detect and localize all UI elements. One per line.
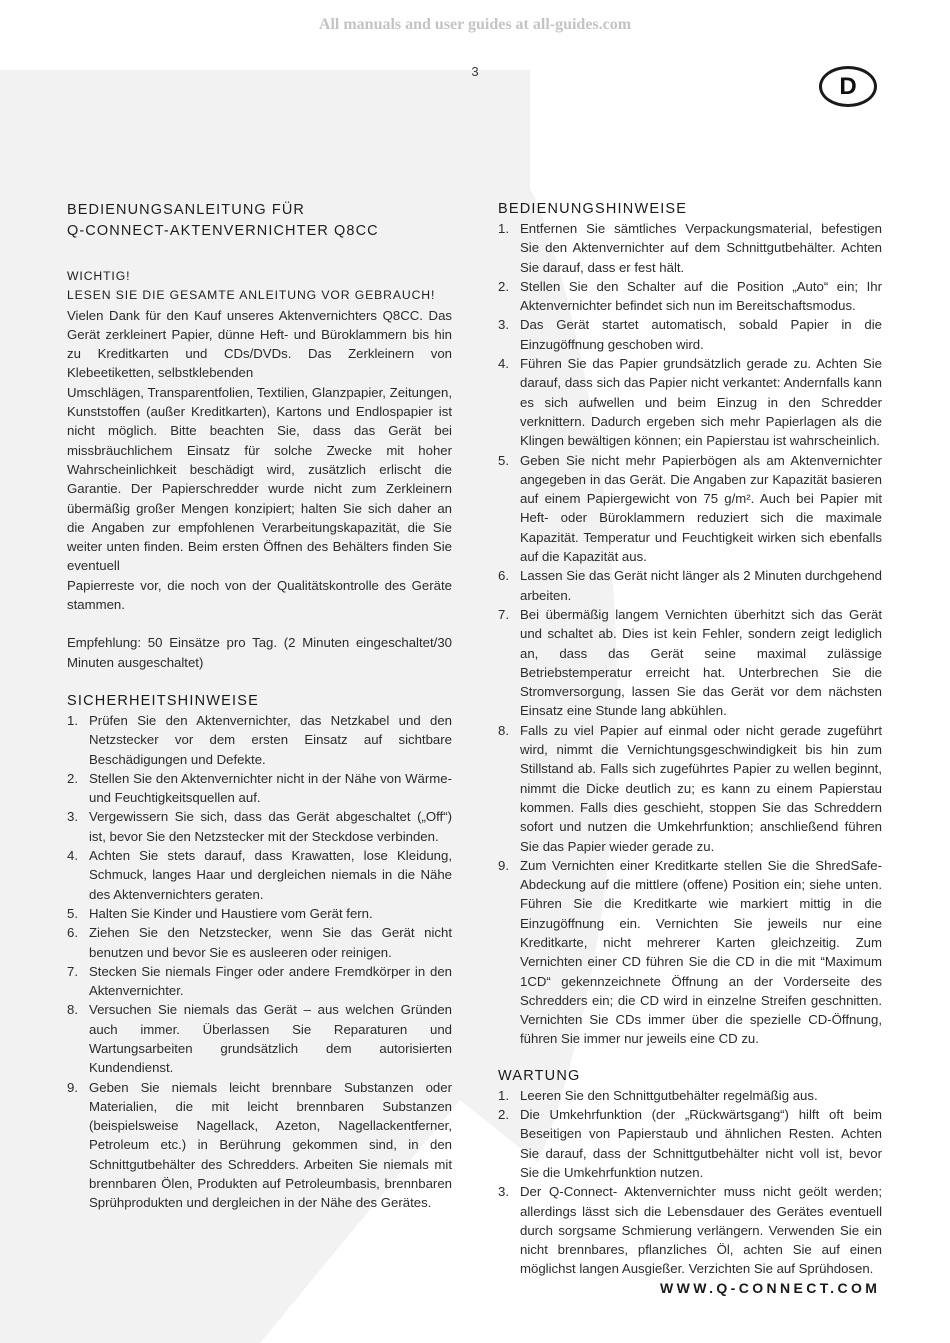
safety-list [67,711,452,1213]
maintenance-list [498,1086,882,1279]
list-item-number: 7. [498,606,509,622]
list-item-number: 2. [498,1107,509,1123]
list-item-number: 7. [67,963,78,979]
list-item [498,856,882,1049]
list-item-number: 3. [498,1184,509,1200]
list-item-text: Halten Sie Kinder und Haustiere vom Gerät fern. [89,905,373,921]
list-item [67,711,452,769]
list-item-number: 1. [67,712,78,728]
read-notice: LESEN SIE DIE GESAMTE ANLEITUNG VOR GEBRAUCH! [67,288,436,303]
list-item-number: 3. [67,809,78,825]
language-badge: D [819,66,877,107]
list-item [67,904,452,923]
usage-list [498,219,882,1049]
list-item [498,605,882,721]
intro-part-1: Vielen Dank für den Kauf unseres Aktenvernichters Q8CC. Das Gerät zerkleinert Papier, dünne Heft- und Büroklammern bis hin zu Kreditkarten und CDs/DVDs. Das Zerkleinern von Klebeetiketten, selbstklebenden [67,307,452,381]
list-item-number: 4. [67,848,78,864]
left-column [67,200,452,1213]
list-item-number: 9. [67,1079,78,1095]
list-item-text: Entfernen Sie sämtliches Verpackungsmaterial, befestigen Sie den Aktenvernichter auf dem Schnittgutbehälter. Achten Sie darauf, dass er fest hält. [520,221,882,275]
list-item [67,846,452,904]
list-item-text: Das Gerät startet automatisch, sobald Papier in die Einzugöffnung geschoben wird. [520,317,882,352]
list-item-text: Lassen Sie das Gerät nicht länger als 2 Minuten durchgehend arbeiten. [520,568,882,603]
list-item [67,962,452,1001]
list-item-number: 1. [498,1087,509,1103]
list-item-text: Stellen Sie den Schalter auf die Position „Auto“ ein; Ihr Aktenvernichter befindet sich nun im Bereitschaftsmodus. [520,278,882,314]
intro-part-3: Papierreste vor, die noch von der Qualitätskontrolle des Geräte stammen. [67,577,452,613]
list-item [498,1105,882,1182]
list-item-number: 5. [498,452,509,468]
document-title [67,200,452,242]
list-item-text: Versuchen Sie niemals das Gerät – aus welchen Gründen auch immer. Überlassen Sie Reparaturen und Wartungsarbeiten grundsätzlich dem autorisierten Kundendienst. [89,1002,452,1076]
list-item [67,923,452,962]
safety-heading: SICHERHEITSHINWEISE [67,692,259,709]
list-item [498,1086,882,1105]
list-item-number: 4. [498,356,509,372]
list-item-text: Geben Sie nicht mehr Papierbögen als am Aktenvernichter angegeben in das Gerät. Die Angaben zur Kapazität basieren auf einem Papiergewicht von 75 g/m². Auch bei Papier mit Heft- oder Büroklammern reduziert sich die maximale Kapazität. Temperatur und Feuchtigkeit wirken sich ebenfalls auf die Kapazität aus. [520,452,882,565]
list-item [498,219,882,277]
list-item-text: Zum Vernichten einer Kreditkarte stellen Sie die ShredSafe-Abdeckung auf die mittlere (offene) Position ein; siehe unten. Führen Sie die Kreditkarte wie markiert mittig in die Einzugöffnung ein. Vernichten Sie jeweils nur eine Kreditkarte, nicht mehrerer Karten gleichzeitig. Zum Vernichten einer CD führen Sie die CD in die mit “Maximum 1CD“ gekennzeichnete Öffnung an der Vorderseite des Schredders ein; die CD wird in einzelne Streifen geschnitten. Vernichten Sie CDs immer über die spezielle CD-Öffnung, führen Sie immer nur jeweils eine CD zu. [520,857,882,1047]
list-item-number: 8. [498,722,509,738]
intro-paragraph [67,306,452,615]
list-item [498,451,882,567]
list-item-text: Bei übermäßig langem Vernichten überhitzt sich das Gerät und schaltet ab. Dies ist kein Fehler, sondern zeigt lediglich an, dass das Gerät seine maximal zulässige Betriebstemperatur erreicht hat. Unterbrechen Sie die Stromversorgung, lassen Sie das Gerät vor dem nächsten Einsatz eine Stunde lang abkühlen. [520,606,882,719]
list-item [67,1000,452,1077]
list-item-text: Führen Sie das Papier grundsätzlich gerade zu. Achten Sie darauf, dass sich das Papier nicht verkantet: Andernfalls kann es sich aufwellen und beim Einzug in den Schredder verknittern. Dadurch ergeben sich mehr Papierlagen als die Klingen bewältigen können; ein Papierstau ist wahrscheinlich. [520,356,882,449]
right-column [498,200,882,1279]
watermark-text: All manuals and user guides at all-guides.com [318,16,632,33]
list-item [67,769,452,808]
list-item-text: Falls zu viel Papier auf einmal oder nicht gerade zugeführt wird, nimmt die Vernichtungsgeschwindigkeit bis hin zum Stillstand ab. Falls sich zugeführtes Papier zu wellen beginnt, nimmt die Dicke deutlich zu; es kann zu einem Papierstau kommen. Falls dies geschieht, stoppen Sie das Schreddern sofort und nutzen die Umkehrfunktion; anschließend führen Sie das Papier wieder gerade zu. [520,722,882,854]
maintenance-heading: WARTUNG [498,1067,581,1084]
list-item-number: 3. [498,317,509,333]
list-item-number: 2. [67,770,78,786]
list-item [67,1078,452,1213]
list-item [498,354,882,450]
list-item [498,315,882,354]
title-line-2: Q-CONNECT-AKTENVERNICHTER Q8CC [67,223,379,239]
list-item-text: Vergewissern Sie sich, dass das Gerät abgeschaltet („Off“) ist, bevor Sie den Netzstecker mit der Steckdose verbinden. [89,809,452,844]
list-item-text: Leeren Sie den Schnittgutbehälter regelmäßig aus. [520,1087,818,1103]
list-item-number: 9. [498,857,509,873]
list-item-text: Achten Sie stets darauf, dass Krawatten, lose Kleidung, Schmuck, langes Haar und dergleichen niemals in die Nähe des Aktenvernichters geraten. [89,848,452,902]
list-item-number: 8. [67,1002,78,1018]
list-item-number: 6. [67,925,78,941]
list-item-text: Die Umkehrfunktion (der „Rückwärtsgang“) hilft oft beim Beseitigen von Papierstaub und ähnlichen Resten. Achten Sie darauf, dass der Schnittgutbehälter nicht voll ist, bevor Sie die Umkehrfunktion nutzen. [520,1107,882,1180]
list-item-number: 5. [67,905,78,921]
important-label: WICHTIG! [67,269,131,283]
list-item-text: Stellen Sie den Aktenvernichter nicht in der Nähe von Wärme- und Feuchtigkeitsquellen auf. [89,770,452,806]
list-item [498,1182,882,1278]
list-item [498,277,882,316]
list-item-number: 2. [498,278,509,294]
list-item [498,566,882,605]
page-number: 3 [471,64,479,79]
list-item-text: Stecken Sie niemals Finger oder andere Fremdkörper in den Aktenvernichter. [89,963,452,999]
list-item-number: 6. [498,568,509,584]
list-item [67,807,452,846]
list-item-number: 1. [498,221,509,236]
intro-part-2: Umschlägen, Transparentfolien, Textilien, Glanzpapier, Zeitungen, Kunststoffen (außer Kreditkarten), Kartons und Endlospapier ist nicht möglich. Bitte beachten Sie, dass das Gerät bei missbräuchlichem Einsatz für solche Zwecke mit hoher Wahrscheinlichkeit beschädigt wird, zusätzlich erlischt die Garantie. Der Papierschredder wurde nicht zum Zerkleinern übermäßig großer Mengen konzipiert; halten Sie sich daher an die Angaben zur empfohlenen Verarbeitungskapazität, die Sie weiter unten finden. Beim ersten Öffnen des Behälters finden Sie eventuell [67,384,452,574]
list-item-text: Der Q-Connect- Aktenvernichter muss nicht geölt werden; allerdings lässt sich die Lebensdauer des Gerätes eventuell durch sorgsame Schmierung verlängern. Verwenden Sie ein nicht brennbares, pflanzliches Öl, achten Sie auf einen möglichst langen Ausgießer. Verzichten Sie auf Sprühdosen. [520,1184,882,1277]
title-line-1: BEDIENUNGSANLEITUNG FÜR [67,202,305,218]
list-item-text: Prüfen Sie den Aktenvernichter, das Netzkabel und den Netzstecker vor dem ersten Einsatz auf sichtbare Beschädigungen und Defekte. [89,712,452,767]
recommendation-text: Empfehlung: 50 Einsätze pro Tag. (2 Minuten eingeschaltet/30 Minuten ausgeschaltet) [67,635,452,670]
usage-heading: BEDIENUNGSHINWEISE [498,201,688,217]
list-item-text: Ziehen Sie den Netzstecker, wenn Sie das Gerät nicht benutzen und bevor Sie es ausleeren oder reinigen. [89,925,452,960]
footer-website[interactable]: WWW.Q-CONNECT.COM [660,1280,881,1296]
list-item-text: Geben Sie niemals leicht brennbare Substanzen oder Materialien, die mit leicht brennbaren Substanzen (beispielsweise Nagellack, Azeton, Nagellackentferner, Petroleum etc.) in Berührung gekommen sind, in den Schnittgutbehälter des Schredders. Arbeiten Sie niemals mit brennbaren Ölen, Produkten auf Petroleumbasis, brennbaren Sprühprodukten und dergleichen in der Nähe des Gerätes. [89,1079,452,1211]
list-item [498,721,882,856]
